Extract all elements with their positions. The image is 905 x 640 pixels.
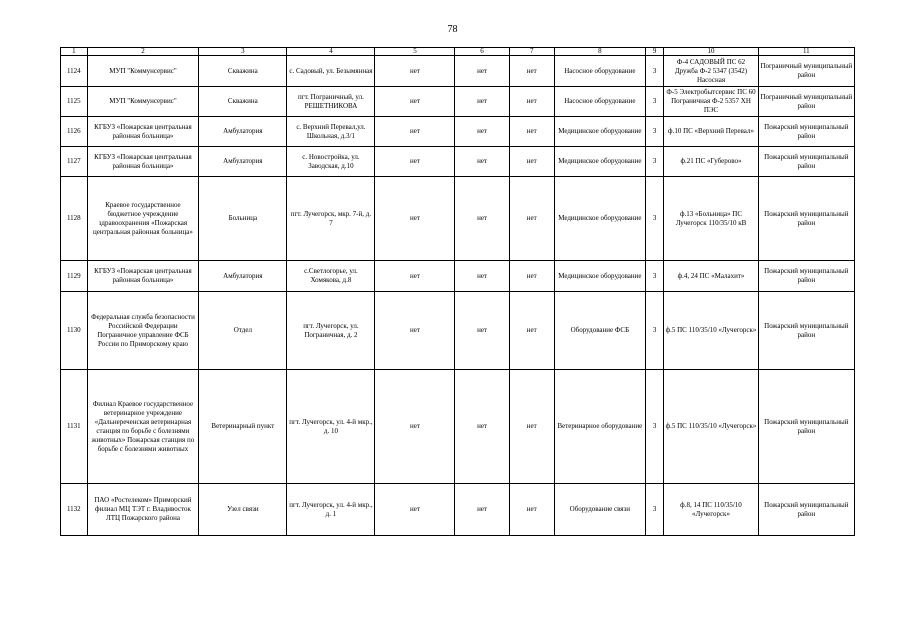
- address-cell: с. Новостройка, ул. Заводская, д.10: [287, 147, 375, 177]
- column-5-cell: нет: [375, 292, 455, 370]
- column-7-cell: нет: [509, 292, 554, 370]
- organization-cell: Филиал Краевое государственное ветеринарное учреждение «Дальнереченская ветеринарная станция по борьбе с болезнями животных» Пожарская станция по борьбе с болезнями животных: [87, 370, 199, 484]
- page-number: 78: [447, 24, 458, 35]
- facility-type-cell: Отдел: [199, 292, 287, 370]
- district-cell: Пожарский муниципальный район: [758, 370, 854, 484]
- column-header: 8: [554, 48, 645, 56]
- facility-type-cell: Амбулатория: [199, 117, 287, 147]
- column-6-cell: нет: [455, 117, 509, 147]
- column-5-cell: нет: [375, 177, 455, 261]
- equipment-cell: Медицинское оборудование: [554, 117, 645, 147]
- column-5-cell: нет: [375, 261, 455, 292]
- address-cell: пгт. Пограничный, ул. РЕШЕТНИКОВА: [287, 87, 375, 117]
- address-cell: с. Верхний Перевал,ул. Школьная, д.3/1: [287, 117, 375, 147]
- equipment-cell: Оборудование связи: [554, 484, 645, 536]
- facility-type-cell: Амбулатория: [199, 261, 287, 292]
- column-5-cell: нет: [375, 370, 455, 484]
- column-7-cell: нет: [509, 484, 554, 536]
- address-cell: пгт. Лучегорск, мкр. 7-й, д. 7: [287, 177, 375, 261]
- row-number: 1127: [61, 147, 88, 177]
- feeder-cell: ф.5 ПС 110/35/10 «Лучегорск»: [664, 292, 758, 370]
- row-number: 1130: [61, 292, 88, 370]
- column-6-cell: нет: [455, 147, 509, 177]
- feeder-cell: ф.4, 24 ПС «Малахит»: [664, 261, 758, 292]
- column-6-cell: нет: [455, 261, 509, 292]
- address-cell: пгт. Лучегорск, ул. Пограничная, д. 2: [287, 292, 375, 370]
- column-6-cell: нет: [455, 292, 509, 370]
- row-number: 1124: [61, 56, 88, 87]
- data-table: [60, 47, 855, 536]
- district-cell: Пограничный муниципальный район: [758, 87, 854, 117]
- equipment-cell: Ветеринарное оборудование: [554, 370, 645, 484]
- column-header: 10: [664, 48, 758, 56]
- organization-cell: КГБУЗ «Пожарская центральная районная больница»: [87, 117, 199, 147]
- equipment-cell: Насосное оборудование: [554, 87, 645, 117]
- column-5-cell: нет: [375, 56, 455, 87]
- organization-cell: МУП "Коммунсервис": [87, 87, 199, 117]
- table-row: [61, 261, 855, 292]
- district-cell: Пограничный муниципальный район: [758, 56, 854, 87]
- address-cell: с. Садовый, ул. Безымянная: [287, 56, 375, 87]
- category-cell: 3: [645, 87, 663, 117]
- district-cell: Пожарский муниципальный район: [758, 261, 854, 292]
- row-number: 1125: [61, 87, 88, 117]
- feeder-cell: ф.10 ПС «Верхний Перевал»: [664, 117, 758, 147]
- feeder-cell: Ф-5 Электробытсервис ПС 60 Пограничная Ф-2 5357 ХН ПЭС: [664, 87, 758, 117]
- table-row: [61, 87, 855, 117]
- table-row: [61, 177, 855, 261]
- equipment-cell: Медицинское оборудование: [554, 147, 645, 177]
- column-header: 7: [509, 48, 554, 56]
- district-cell: Пожарский муниципальный район: [758, 147, 854, 177]
- category-cell: 3: [645, 292, 663, 370]
- category-cell: 3: [645, 261, 663, 292]
- column-header: 2: [87, 48, 199, 56]
- organization-cell: ПАО «Ростелеком» Приморский филиал МЦ ТЭТ г. Владивосток ЛТЦ Пожарского района: [87, 484, 199, 536]
- feeder-cell: Ф-4 САДОВЫЙ ПС 62 Дружба Ф-2 5347 (3542) Насосная: [664, 56, 758, 87]
- column-header: 3: [199, 48, 287, 56]
- column-7-cell: нет: [509, 261, 554, 292]
- organization-cell: МУП "Коммунсервис": [87, 56, 199, 87]
- row-number: 1128: [61, 177, 88, 261]
- column-6-cell: нет: [455, 370, 509, 484]
- category-cell: 3: [645, 147, 663, 177]
- district-cell: Пожарский муниципальный район: [758, 177, 854, 261]
- table-row: [61, 56, 855, 87]
- equipment-cell: Оборудование ФСБ: [554, 292, 645, 370]
- category-cell: 3: [645, 56, 663, 87]
- table-row: [61, 292, 855, 370]
- district-cell: Пожарский муниципальный район: [758, 484, 854, 536]
- column-5-cell: нет: [375, 484, 455, 536]
- table-row: [61, 117, 855, 147]
- header-row: [61, 48, 855, 56]
- address-cell: с.Светлогорье, ул. Хомякова, д.8: [287, 261, 375, 292]
- organization-cell: КГБУЗ «Пожарская центральная районная больница»: [87, 261, 199, 292]
- column-6-cell: нет: [455, 177, 509, 261]
- column-7-cell: нет: [509, 177, 554, 261]
- column-5-cell: нет: [375, 87, 455, 117]
- organization-cell: КГБУЗ «Пожарская центральная районная больница»: [87, 147, 199, 177]
- feeder-cell: ф.21 ПС «Губерово»: [664, 147, 758, 177]
- equipment-cell: Медицинское оборудование: [554, 177, 645, 261]
- facility-type-cell: Узел связи: [199, 484, 287, 536]
- category-cell: 3: [645, 177, 663, 261]
- category-cell: 3: [645, 370, 663, 484]
- feeder-cell: ф.8, 14 ПС 110/35/10 «Лучегорск»: [664, 484, 758, 536]
- column-header: 5: [375, 48, 455, 56]
- facility-type-cell: Ветеринарный пункт: [199, 370, 287, 484]
- facility-type-cell: Скважина: [199, 56, 287, 87]
- organization-cell: Краевое государственное бюджетное учреждение здравоохранения «Пожарская центральная районная больница»: [87, 177, 199, 261]
- column-5-cell: нет: [375, 147, 455, 177]
- facility-type-cell: Больница: [199, 177, 287, 261]
- row-number: 1126: [61, 117, 88, 147]
- column-6-cell: нет: [455, 484, 509, 536]
- district-cell: Пожарский муниципальный район: [758, 292, 854, 370]
- column-5-cell: нет: [375, 117, 455, 147]
- row-number: 1132: [61, 484, 88, 536]
- column-6-cell: нет: [455, 87, 509, 117]
- table-row: [61, 370, 855, 484]
- organization-cell: Федеральная служба безопасности Российской Федерации Пограничное управление ФСБ России по Приморскому краю: [87, 292, 199, 370]
- column-header: 11: [758, 48, 854, 56]
- facility-type-cell: Скважина: [199, 87, 287, 117]
- category-cell: 3: [645, 117, 663, 147]
- column-7-cell: нет: [509, 117, 554, 147]
- row-number: 1129: [61, 261, 88, 292]
- column-7-cell: нет: [509, 56, 554, 87]
- table-row: [61, 484, 855, 536]
- address-cell: пгт. Лучегорск, ул. 4-й мкр., д. 10: [287, 370, 375, 484]
- row-number: 1131: [61, 370, 88, 484]
- table-row: [61, 147, 855, 177]
- column-7-cell: нет: [509, 370, 554, 484]
- column-header: 9: [645, 48, 663, 56]
- district-cell: Пожарский муниципальный район: [758, 117, 854, 147]
- category-cell: 3: [645, 484, 663, 536]
- column-7-cell: нет: [509, 87, 554, 117]
- column-header: 1: [61, 48, 88, 56]
- column-7-cell: нет: [509, 147, 554, 177]
- feeder-cell: ф.13 «Больница» ПС Лучегорск 110/35/10 кВ: [664, 177, 758, 261]
- facility-type-cell: Амбулатория: [199, 147, 287, 177]
- address-cell: пгт. Лучегорск, ул. 4-й мкр., д. 1: [287, 484, 375, 536]
- equipment-cell: Насосное оборудование: [554, 56, 645, 87]
- equipment-cell: Медицинское оборудование: [554, 261, 645, 292]
- column-header: 6: [455, 48, 509, 56]
- feeder-cell: ф.5 ПС 110/35/10 «Лучегорск»: [664, 370, 758, 484]
- column-header: 4: [287, 48, 375, 56]
- column-6-cell: нет: [455, 56, 509, 87]
